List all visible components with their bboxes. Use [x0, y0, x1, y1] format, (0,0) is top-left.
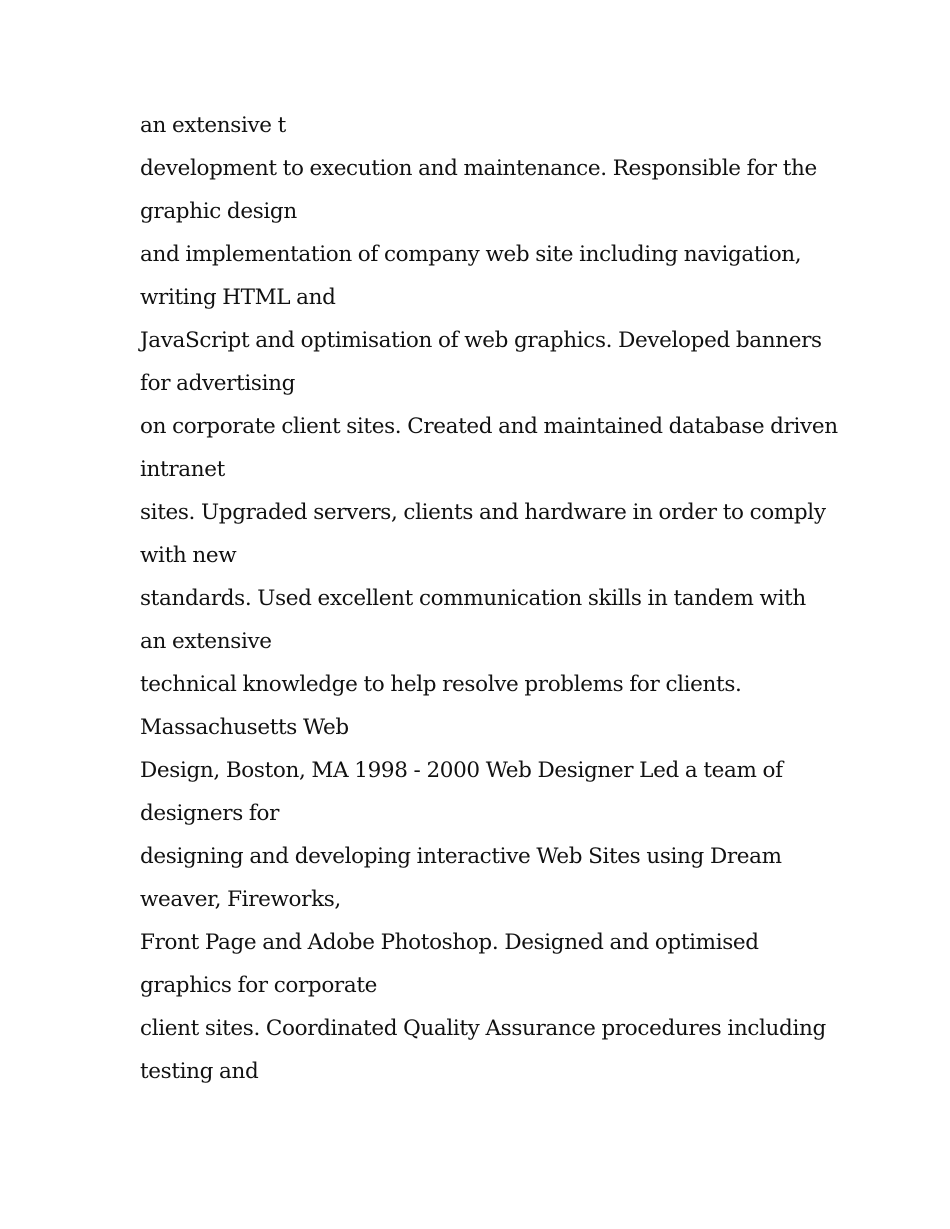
text-line: standards. Used excellent communication skills in tandem with: [140, 586, 806, 611]
text-line: an extensive t: [140, 113, 286, 138]
text-line: testing and: [140, 1059, 259, 1084]
text-line: with new: [140, 543, 237, 568]
text-line: on corporate client sites. Created and maintained database driven: [140, 414, 838, 439]
text-line: Front Page and Adobe Photoshop. Designed and optimised: [140, 930, 759, 955]
text-line: for advertising: [140, 371, 296, 396]
text-line: an extensive: [140, 629, 272, 654]
text-line: writing HTML and: [140, 285, 336, 310]
text-line: development to execution and maintenance. Responsible for the: [140, 156, 817, 181]
text-line: designing and developing interactive Web Sites using Dream: [140, 844, 782, 869]
text-line: graphics for corporate: [140, 973, 377, 998]
text-line: Design, Boston, MA 1998 - 2000 Web Designer Led a team of: [140, 758, 783, 783]
text-line: weaver, Fireworks,: [140, 887, 341, 912]
text-line: JavaScript and optimisation of web graphics. Developed banners: [140, 328, 822, 353]
text-line: and implementation of company web site including navigation,: [140, 242, 802, 267]
body-text: [140, 104, 838, 1093]
text-line: sites. Upgraded servers, clients and hardware in order to comply: [140, 500, 826, 525]
text-line: client sites. Coordinated Quality Assurance procedures including: [140, 1016, 826, 1041]
text-line: intranet: [140, 457, 225, 482]
text-line: designers for: [140, 801, 280, 826]
text-line: Massachusetts Web: [140, 715, 349, 740]
text-line: graphic design: [140, 199, 297, 224]
text-line: technical knowledge to help resolve problems for clients.: [140, 672, 742, 697]
